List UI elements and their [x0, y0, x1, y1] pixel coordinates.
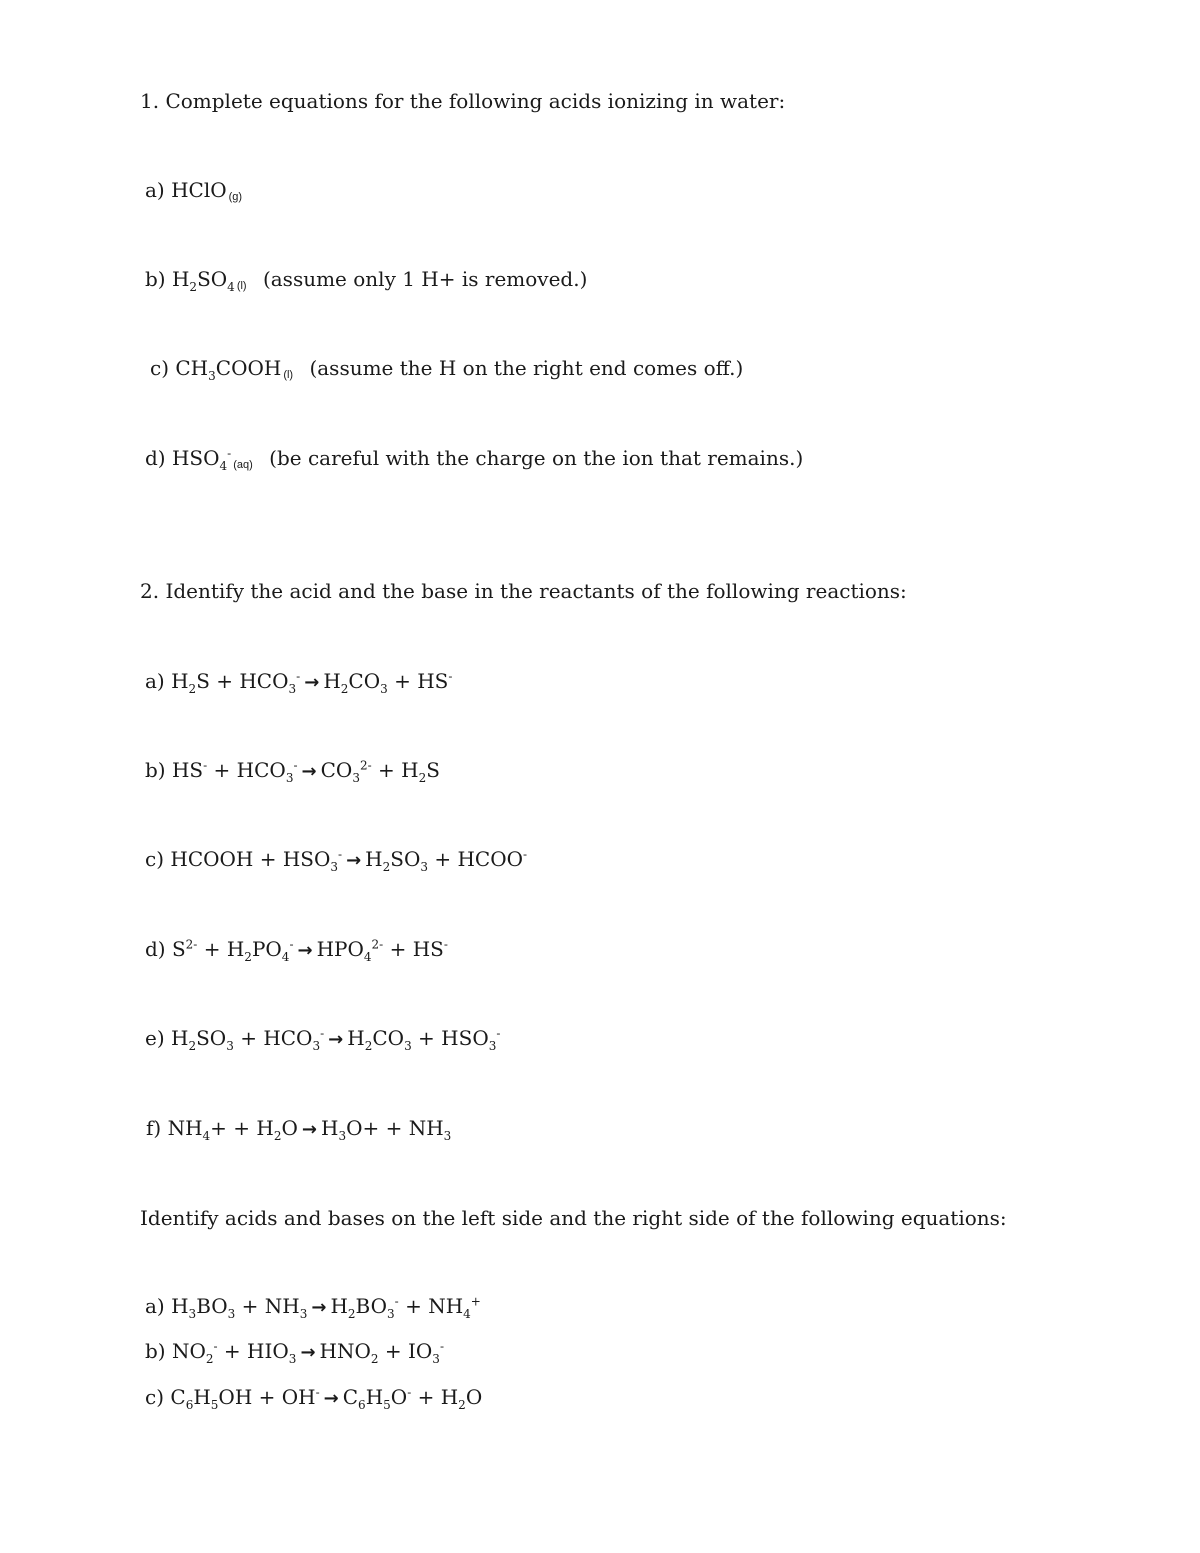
equation: $S^{2-} + H_2PO_4^- \to HPO_4^{2-} + HS^-$: [171, 937, 448, 964]
reaction-arrow-icon: →: [301, 761, 317, 782]
item-note: (be careful with the charge on the ion that remains.): [269, 446, 804, 470]
equation: $H_2S + HCO_3^- \to H_2CO_3 + HS^-$: [171, 669, 453, 696]
q3-equation-a: [145, 1294, 481, 1320]
q2-equation-c: [145, 847, 527, 873]
q2-equation-b: [145, 758, 440, 784]
formula: $HSO_4^-$: [171, 446, 232, 473]
q2-equation-e: [145, 1026, 500, 1052]
reaction-arrow-icon: →: [311, 1297, 327, 1318]
reaction-arrow-icon: →: [346, 850, 362, 871]
item-label: b): [145, 1339, 166, 1363]
q1-item-d: [145, 446, 804, 473]
item-label: a): [145, 178, 165, 202]
q1-item-b: [145, 267, 588, 294]
q2-equation-d: [145, 937, 448, 963]
item-label: d): [145, 937, 166, 961]
q3-equation-c: [145, 1385, 482, 1411]
item-label: a): [145, 1294, 165, 1318]
question-1-title: 1. Complete equations for the following acids ionizing in water:: [140, 89, 786, 113]
item-label: b): [145, 758, 166, 782]
item-label: a): [145, 669, 165, 693]
item-label: c): [150, 356, 170, 380]
equation: $NH_4+ + H_2O \to H_3O+ + NH_3$: [167, 1116, 452, 1143]
q1-item-a: [145, 178, 242, 202]
formula: $H_2SO_4$: [171, 267, 235, 294]
reaction-arrow-icon: →: [304, 672, 320, 693]
reaction-arrow-icon: →: [301, 1119, 317, 1140]
q1-item-c: [150, 356, 744, 383]
question-3-title: Identify acids and bases on the left side and the right side of the following equations:: [140, 1206, 1007, 1230]
equation: $C_6H_5OH + OH^- \to C_6H_5O^- + H_2O$: [170, 1385, 483, 1412]
equation: $HS^- + HCO_3^- \to CO_3^{2-} + H_2S$: [171, 758, 440, 785]
reaction-arrow-icon: →: [300, 1342, 316, 1363]
formula: $CH_3COOH$: [175, 356, 282, 383]
equation: $NO_2^- + HIO_3 \to HNO_2 + IO_3^-$: [171, 1339, 444, 1366]
equation: $H_2SO_3 + HCO_3^- \to H_2CO_3 + HSO_3^-$: [171, 1026, 501, 1053]
reaction-arrow-icon: →: [323, 1388, 339, 1409]
reaction-arrow-icon: →: [297, 940, 313, 961]
item-label: d): [145, 446, 166, 470]
state-symbol: (aq): [233, 459, 253, 471]
item-label: b): [145, 267, 166, 291]
reaction-arrow-icon: →: [328, 1029, 344, 1050]
item-label: e): [145, 1026, 165, 1050]
item-label: c): [145, 847, 165, 871]
item-label: f): [146, 1116, 162, 1140]
state-symbol: (l): [283, 369, 294, 381]
equation: $H_3BO_3 + NH_3 \to H_2BO_3^- + NH_4^+$: [171, 1294, 481, 1321]
q2-equation-f: [146, 1116, 451, 1142]
item-label: c): [145, 1385, 165, 1409]
formula: HClO: [171, 178, 227, 202]
item-note: (assume the H on the right end comes off.): [309, 356, 744, 380]
q2-equation-a: [145, 669, 452, 695]
question-2-title: 2. Identify the acid and the base in the reactants of the following reactions:: [140, 579, 907, 603]
state-symbol: (l): [236, 280, 247, 292]
state-symbol: (g): [228, 191, 243, 203]
equation: HCOOH + $HSO_3^- \to H_2SO_3$ + HCOO-: [170, 847, 528, 874]
q3-equation-b: [145, 1339, 444, 1365]
item-note: (assume only 1 H+ is removed.): [262, 267, 588, 291]
